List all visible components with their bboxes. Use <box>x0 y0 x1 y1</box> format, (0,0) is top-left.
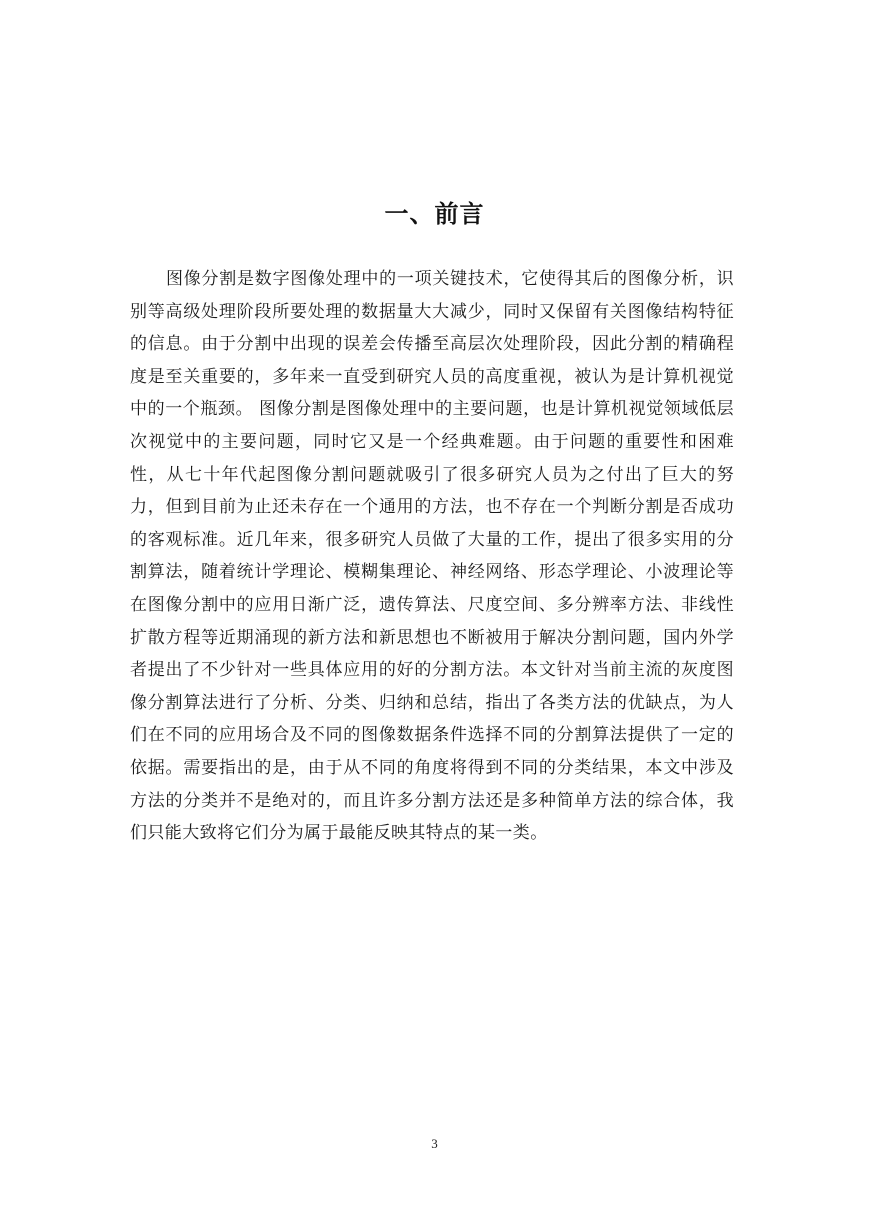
body-paragraph: 图像分割是数字图像处理中的一项关键技术，它使得其后的图像分析，识别等高级处理阶段所要处理的数据量大大减少，同时又保留有关图像结构特征的信息。由于分割中出现的误差会传播至高层次处理阶段，因此分割的精确程度是至关重要的，多年来一直受到研究人员的高度重视，被认为是计算机视觉中的一个瓶颈。 图像分割是图像处理中的主要问题，也是计算机视觉领域低层次视觉中的主要问题，同时它又是一个经典难题。由于问题的重要性和困难性，从七十年代起图像分割问题就吸引了很多研究人员为之付出了巨大的努力，但到目前为止还未存在一个通用的方法，也不存在一个判断分割是否成功的客观标准。近几年来，很多研究人员做了大量的工作，提出了很多实用的分割算法，随着统计学理论、模糊集理论、神经网络、形态学理论、小波理论等在图像分割中的应用日渐广泛，遗传算法、尺度空间、多分辨率方法、非线性扩散方程等近期涌现的新方法和新思想也不断被用于解决分割问题，国内外学者提出了不少针对一些具体应用的好的分割方法。本文针对当前主流的灰度图像分割算法进行了分析、分类、归纳和总结，指出了各类方法的优缺点，为人们在不同的应用场合及不同的图像数据条件选择不同的分割算法提供了一定的依据。需要指出的是，由于从不同的角度将得到不同的分类结果，本文中涉及方法的分类并不是绝对的，而且许多分割方法还是多种简单方法的综合体，我们只能大致将它们分为属于最能反映其特点的某一类。 <box>130 269 734 844</box>
page-number: 3 <box>431 1136 438 1151</box>
section-heading: 一、前言 <box>384 200 485 228</box>
